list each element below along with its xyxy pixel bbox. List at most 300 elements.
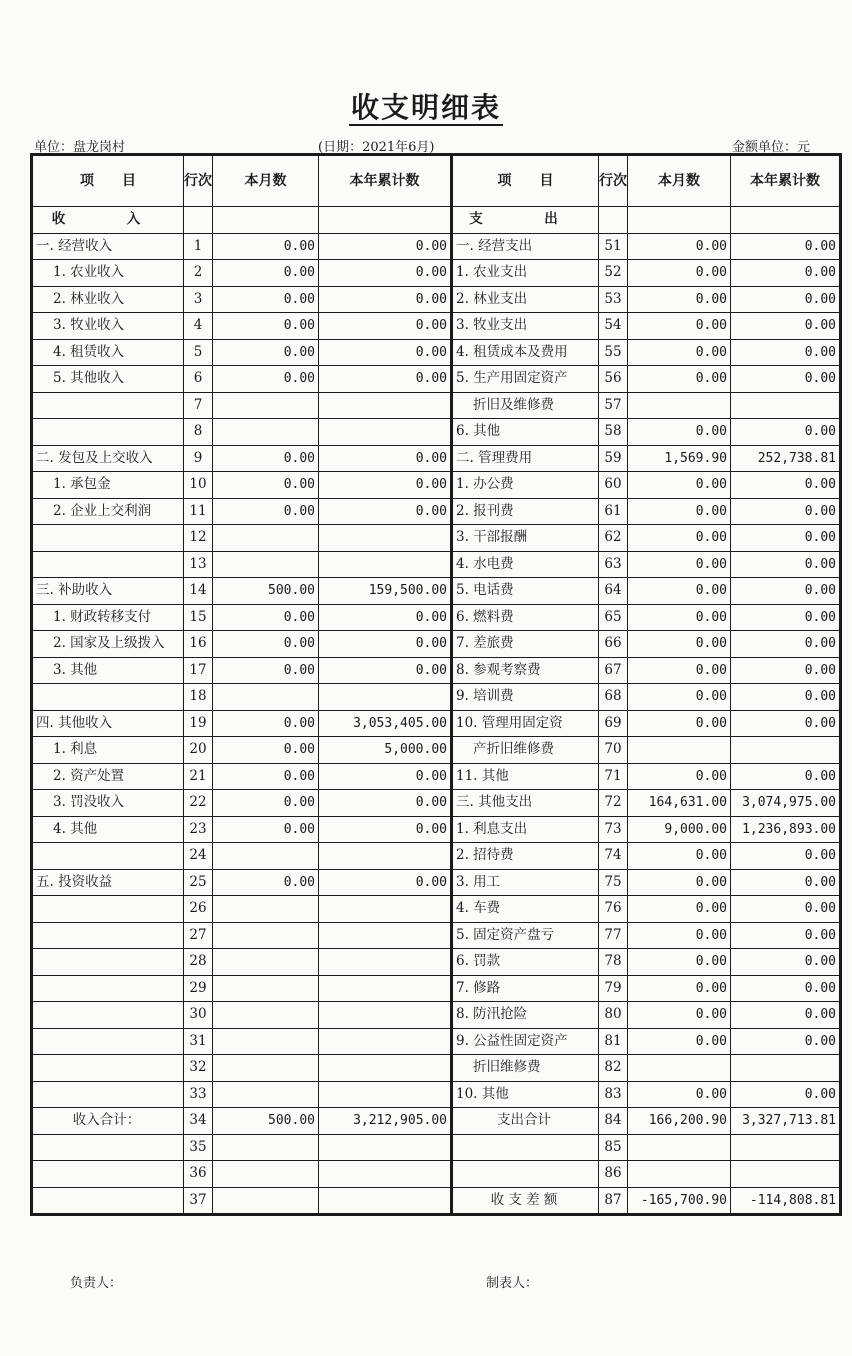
expense-line-number: 62 [599,525,628,552]
expense-year-value: 0.00 [731,710,841,737]
income-year-value: 0.00 [319,445,452,472]
expense-item-label: 4. 租赁成本及费用 [452,339,599,366]
expense-month-value [628,1055,731,1082]
income-month-value: 0.00 [213,657,319,684]
expense-month-value: 164,631.00 [628,790,731,817]
expense-year-value: 0.00 [731,843,841,870]
income-item-label: 4. 租赁收入 [32,339,184,366]
expense-year-value: 0.00 [731,472,841,499]
expense-item-label: 2. 报刊费 [452,498,599,525]
expense-line-number: 87 [599,1187,628,1215]
expense-year-value: 0.00 [731,313,841,340]
income-item-label [32,896,184,923]
title-text: 收支明细表 [350,91,501,124]
expense-year-value: 0.00 [731,869,841,896]
income-year-value [319,1081,452,1108]
expense-item-label: 折旧及维修费 [452,392,599,419]
income-month-value [213,1055,319,1082]
page-title [0,86,852,126]
table-row [32,975,841,1002]
expense-year-value: 0.00 [731,578,841,605]
income-month-value: 0.00 [213,286,319,313]
income-month-value: 0.00 [213,313,319,340]
income-year-value [319,525,452,552]
expense-item-label [452,1134,599,1161]
expense-year-value [731,1134,841,1161]
expense-line-number: 69 [599,710,628,737]
expense-month-value [628,737,731,764]
expense-line-number: 74 [599,843,628,870]
expense-month-value: 0.00 [628,419,731,446]
expense-line-number: 70 [599,737,628,764]
expense-month-value: 0.00 [628,843,731,870]
table-row [32,498,841,525]
header-month-right: 本月数 [628,155,731,207]
expense-year-value: 1,236,893.00 [731,816,841,843]
income-year-value: 3,053,405.00 [319,710,452,737]
table-row [32,551,841,578]
expense-year-value [731,737,841,764]
income-year-value: 0.00 [319,657,452,684]
expense-month-value: 0.00 [628,710,731,737]
expense-month-value: 1,569.90 [628,445,731,472]
income-month-value [213,1002,319,1029]
expense-month-value [628,1161,731,1188]
income-line-number: 33 [184,1081,213,1108]
table-row [32,684,841,711]
expense-year-value: 0.00 [731,339,841,366]
expense-year-value: 0.00 [731,763,841,790]
expense-year-value: 0.00 [731,260,841,287]
expense-item-label: 5. 固定资产盘亏 [452,922,599,949]
income-month-value: 0.00 [213,790,319,817]
income-month-value: 0.00 [213,366,319,393]
income-line-number: 37 [184,1187,213,1215]
income-line-number: 2 [184,260,213,287]
expense-line-number: 72 [599,790,628,817]
expense-item-label: 5. 电话费 [452,578,599,605]
income-item-label: 1. 财政转移支付 [32,604,184,631]
expense-month-value: 0.00 [628,525,731,552]
income-year-value: 0.00 [319,313,452,340]
expense-year-value: 0.00 [731,366,841,393]
income-line-number: 21 [184,763,213,790]
income-year-value: 159,500.00 [319,578,452,605]
table-row [32,949,841,976]
income-month-value [213,1187,319,1215]
income-item-label: 2. 企业上交利润 [32,498,184,525]
income-year-value: 0.00 [319,869,452,896]
income-line-number: 29 [184,975,213,1002]
expense-year-value: 0.00 [731,286,841,313]
expense-item-label: 8. 参观考察费 [452,657,599,684]
expense-line-number: 58 [599,419,628,446]
income-line-number: 6 [184,366,213,393]
expense-year-value: 252,738.81 [731,445,841,472]
income-item-label [32,1161,184,1188]
expense-month-value: 0.00 [628,286,731,313]
expense-month-value: 0.00 [628,498,731,525]
income-line-number: 35 [184,1134,213,1161]
income-month-value [213,843,319,870]
expense-item-label: 10. 其他 [452,1081,599,1108]
income-item-label [32,1055,184,1082]
money-unit-label: 金额单位：元 [732,140,811,155]
unit-label: 单位：盘龙岗村 [34,140,126,155]
income-item-label: 三. 补助收入 [32,578,184,605]
income-line-number: 12 [184,525,213,552]
expense-year-value: 0.00 [731,525,841,552]
expense-item-label: 收 支 差 额 [452,1187,599,1215]
income-line-number: 18 [184,684,213,711]
income-item-label [32,551,184,578]
income-item-label [32,419,184,446]
income-line-number: 24 [184,843,213,870]
income-item-label [32,1028,184,1055]
expense-year-value: 3,327,713.81 [731,1108,841,1135]
expense-month-value: 0.00 [628,472,731,499]
income-month-value: 0.00 [213,604,319,631]
income-line-number: 9 [184,445,213,472]
expense-line-number: 83 [599,1081,628,1108]
table-row [32,313,841,340]
expense-month-value: 0.00 [628,869,731,896]
expense-month-value: 0.00 [628,313,731,340]
table-row [32,1055,841,1082]
expense-item-label: 2. 林业支出 [452,286,599,313]
expense-item-label: 3. 用工 [452,869,599,896]
expense-year-value: 0.00 [731,419,841,446]
expense-month-value: -165,700.90 [628,1187,731,1215]
expense-year-value: 0.00 [731,975,841,1002]
expense-month-value: 0.00 [628,604,731,631]
expense-year-value: 0.00 [731,949,841,976]
header-year-left: 本年累计数 [319,155,452,207]
table-row [32,869,841,896]
income-item-label: 3. 其他 [32,657,184,684]
income-month-value [213,949,319,976]
income-line-number: 32 [184,1055,213,1082]
empty-cell [731,207,841,234]
income-month-value: 0.00 [213,631,319,658]
table-row [32,657,841,684]
expense-month-value: 0.00 [628,949,731,976]
income-line-number: 7 [184,392,213,419]
income-item-label [32,1187,184,1215]
expense-item-label: 产折旧维修费 [452,737,599,764]
expense-line-number: 84 [599,1108,628,1135]
expense-month-value: 0.00 [628,896,731,923]
income-line-number: 16 [184,631,213,658]
income-line-number: 34 [184,1108,213,1135]
expense-year-value: 0.00 [731,631,841,658]
income-month-value: 500.00 [213,578,319,605]
income-line-number: 17 [184,657,213,684]
income-year-value: 0.00 [319,339,452,366]
income-year-value [319,975,452,1002]
table-row [32,1161,841,1188]
expense-month-value: 0.00 [628,631,731,658]
expense-item-label: 9. 公益性固定资产 [452,1028,599,1055]
expense-item-label: 9. 培训费 [452,684,599,711]
expense-item-label: 3. 牧业支出 [452,313,599,340]
income-year-value: 0.00 [319,366,452,393]
income-line-number: 19 [184,710,213,737]
income-item-label: 2. 国家及上级拨入 [32,631,184,658]
expense-month-value: 0.00 [628,1081,731,1108]
expense-month-value: 0.00 [628,975,731,1002]
table-row [32,896,841,923]
expense-item-label: 5. 生产用固定资产 [452,366,599,393]
expense-year-value: 0.00 [731,1002,841,1029]
income-year-value [319,1134,452,1161]
table-row [32,392,841,419]
expense-month-value: 0.00 [628,657,731,684]
expense-line-number: 60 [599,472,628,499]
income-item-label [32,525,184,552]
expense-item-label: 二. 管理费用 [452,445,599,472]
income-item-label: 3. 牧业收入 [32,313,184,340]
income-month-value: 0.00 [213,816,319,843]
empty-cell [599,207,628,234]
responsible-label: 负责人： [70,1276,123,1291]
table-row [32,604,841,631]
section-row [32,207,841,234]
table-row [32,1028,841,1055]
income-item-label: 四. 其他收入 [32,710,184,737]
expense-month-value: 0.00 [628,233,731,260]
table-row [32,790,841,817]
table-row [32,1081,841,1108]
income-item-label: 5. 其他收入 [32,366,184,393]
table-row [32,737,841,764]
income-month-value [213,896,319,923]
expense-year-value [731,392,841,419]
expense-month-value: 0.00 [628,1028,731,1055]
header-line-left: 行次 [184,155,213,207]
income-line-number: 11 [184,498,213,525]
date-label: (日期：2021年6月) [318,140,435,155]
expense-year-value: 0.00 [731,684,841,711]
header-month-left: 本月数 [213,155,319,207]
income-month-value [213,419,319,446]
expense-line-number: 80 [599,1002,628,1029]
expense-line-number: 71 [599,763,628,790]
table-row [32,763,841,790]
income-month-value [213,1081,319,1108]
income-item-label [32,1081,184,1108]
expense-year-value: 0.00 [731,1081,841,1108]
expense-year-value: 0.00 [731,896,841,923]
expense-line-number: 75 [599,869,628,896]
income-year-value: 0.00 [319,498,452,525]
income-item-label: 4. 其他 [32,816,184,843]
income-month-value: 0.00 [213,737,319,764]
income-line-number: 10 [184,472,213,499]
income-line-number: 3 [184,286,213,313]
expense-year-value: 0.00 [731,604,841,631]
income-line-number: 14 [184,578,213,605]
income-year-value [319,419,452,446]
income-item-label: 一. 经营收入 [32,233,184,260]
income-item-label: 2. 林业收入 [32,286,184,313]
income-year-value: 3,212,905.00 [319,1108,452,1135]
table-row [32,472,841,499]
income-line-number: 31 [184,1028,213,1055]
expense-item-label: 1. 办公费 [452,472,599,499]
income-year-value [319,551,452,578]
expense-month-value: 0.00 [628,684,731,711]
income-item-label [32,843,184,870]
income-month-value: 500.00 [213,1108,319,1135]
income-item-label [32,392,184,419]
income-month-value: 0.00 [213,472,319,499]
income-line-number: 1 [184,233,213,260]
expense-line-number: 52 [599,260,628,287]
income-year-value [319,843,452,870]
expense-month-value: 0.00 [628,922,731,949]
expense-line-number: 53 [599,286,628,313]
header-item-left: 项 目 [32,155,184,207]
income-line-number: 36 [184,1161,213,1188]
table-row [32,922,841,949]
section-income: 收 入 [32,207,184,234]
income-line-number: 8 [184,419,213,446]
income-line-number: 20 [184,737,213,764]
empty-cell [319,207,452,234]
expense-line-number: 64 [599,578,628,605]
expense-item-label: 4. 水电费 [452,551,599,578]
expense-line-number: 68 [599,684,628,711]
expense-line-number: 59 [599,445,628,472]
expense-item-label [452,1161,599,1188]
maker-label: 制表人： [486,1276,539,1291]
expense-year-value: 0.00 [731,233,841,260]
income-item-label: 1. 农业收入 [32,260,184,287]
income-month-value [213,551,319,578]
expense-line-number: 76 [599,896,628,923]
expense-month-value: 0.00 [628,339,731,366]
income-item-label: 2. 资产处置 [32,763,184,790]
expense-month-value [628,392,731,419]
income-month-value: 0.00 [213,869,319,896]
expense-year-value: 3,074,975.00 [731,790,841,817]
header-item-right: 项 目 [452,155,599,207]
income-month-value [213,1161,319,1188]
expense-line-number: 51 [599,233,628,260]
income-year-value [319,392,452,419]
income-year-value [319,1161,452,1188]
expense-line-number: 56 [599,366,628,393]
income-year-value: 0.00 [319,260,452,287]
expense-item-label: 8. 防汛抢险 [452,1002,599,1029]
table-row [32,233,841,260]
expense-line-number: 57 [599,392,628,419]
income-month-value [213,922,319,949]
income-month-value: 0.00 [213,763,319,790]
income-month-value: 0.00 [213,233,319,260]
header-line-right: 行次 [599,155,628,207]
expense-year-value: 0.00 [731,657,841,684]
expense-month-value: 166,200.90 [628,1108,731,1135]
table-row [32,1134,841,1161]
table-row [32,419,841,446]
expense-item-label: 7. 修路 [452,975,599,1002]
income-year-value [319,1187,452,1215]
expense-item-label: 1. 农业支出 [452,260,599,287]
income-year-value: 0.00 [319,763,452,790]
income-month-value [213,1134,319,1161]
income-year-value: 0.00 [319,631,452,658]
income-item-label: 二. 发包及上交收入 [32,445,184,472]
income-year-value [319,949,452,976]
expense-month-value: 0.00 [628,551,731,578]
income-item-label: 3. 罚没收入 [32,790,184,817]
income-year-value: 0.00 [319,472,452,499]
income-line-number: 22 [184,790,213,817]
expense-line-number: 73 [599,816,628,843]
income-month-value: 0.00 [213,498,319,525]
empty-cell [628,207,731,234]
table-row [32,1108,841,1135]
income-year-value [319,1028,452,1055]
income-month-value [213,525,319,552]
expense-line-number: 85 [599,1134,628,1161]
income-line-number: 27 [184,922,213,949]
income-month-value: 0.00 [213,710,319,737]
expense-line-number: 82 [599,1055,628,1082]
income-year-value: 0.00 [319,233,452,260]
table-row [32,525,841,552]
income-month-value [213,1028,319,1055]
income-item-label: 收入合计： [32,1108,184,1135]
table-row [32,1002,841,1029]
expense-month-value: 0.00 [628,366,731,393]
expense-item-label: 3. 干部报酬 [452,525,599,552]
expense-line-number: 66 [599,631,628,658]
income-line-number: 30 [184,1002,213,1029]
income-line-number: 28 [184,949,213,976]
table-row [32,843,841,870]
income-item-label: 1. 承包金 [32,472,184,499]
income-year-value [319,896,452,923]
empty-cell [213,207,319,234]
table-row [32,578,841,605]
expense-year-value: -114,808.81 [731,1187,841,1215]
expense-month-value: 9,000.00 [628,816,731,843]
income-line-number: 5 [184,339,213,366]
expense-year-value: 0.00 [731,498,841,525]
expense-item-label: 6. 其他 [452,419,599,446]
income-month-value: 0.00 [213,445,319,472]
expense-line-number: 67 [599,657,628,684]
expense-item-label: 4. 车费 [452,896,599,923]
income-line-number: 25 [184,869,213,896]
expense-year-value: 0.00 [731,922,841,949]
expense-line-number: 78 [599,949,628,976]
income-line-number: 4 [184,313,213,340]
income-item-label [32,949,184,976]
income-item-label [32,922,184,949]
income-item-label [32,1002,184,1029]
income-month-value [213,975,319,1002]
table-row [32,339,841,366]
expense-month-value: 0.00 [628,763,731,790]
income-year-value [319,922,452,949]
expense-item-label: 1. 利息支出 [452,816,599,843]
income-month-value [213,392,319,419]
table-row [32,631,841,658]
